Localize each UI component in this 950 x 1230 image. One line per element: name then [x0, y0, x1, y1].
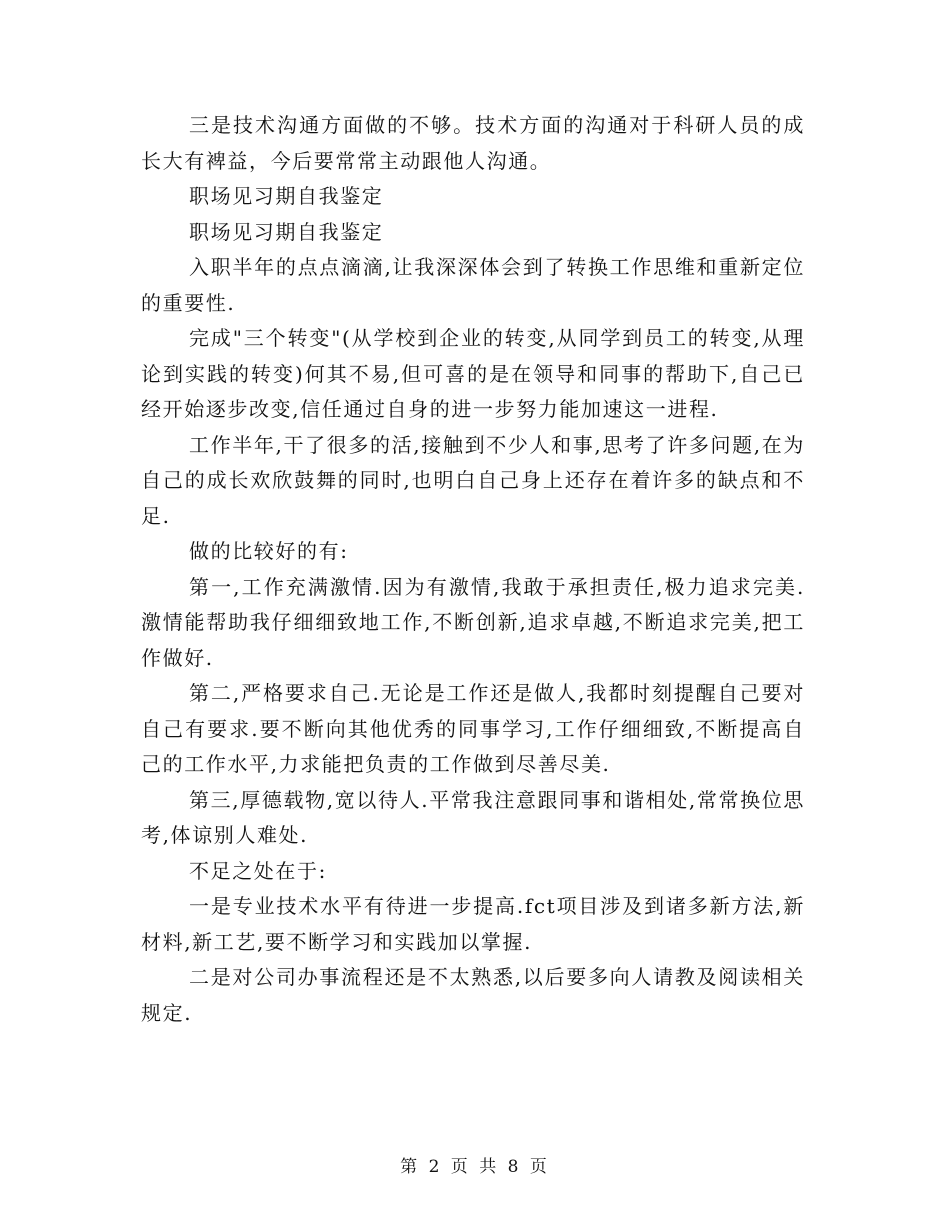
paragraph-strength-2: 第二,严格要求自己.无论是工作还是做人,我都时刻提醒自己要对自己有要求.要不断向其他优秀的同事学习,工作仔细细致,不断提高自己的工作水平,力求能把负责的工作做到尽善尽美.	[141, 681, 805, 776]
paragraph-tech-communication: 三是技术沟通方面做的不够。技术方面的沟通对于科研人员的成长大有裨益，今后要常常主动跟他人沟通。	[141, 113, 805, 173]
page-number-footer: 第 2 页 共 8 页	[400, 1157, 550, 1177]
paragraph-intro: 入职半年的点点滴滴,让我深深体会到了转换工作思维和重新定位的重要性.	[141, 255, 805, 315]
paragraph-heading-2: 职场见习期自我鉴定	[189, 219, 384, 244]
paragraph-strengths-heading: 做的比较好的有:	[189, 539, 349, 563]
paragraph-strength-3: 第三,厚德载物,宽以待人.平常我注意跟同事和谐相处,常常换位思考,体谅别人难处.	[141, 787, 805, 847]
paragraph-three-changes: 完成"三个转变"(从学校到企业的转变,从同学到员工的转变,从理论到实践的转变)何其不易,但可喜的是在领导和同事的帮助下,自己已经开始逐步改变,信任通过自身的进一步努力能加速这一进程.	[141, 326, 805, 421]
paragraph-weakness-2: 二是对公司办事流程还是不太熟悉,以后要多向人请教及阅读相关规定.	[141, 965, 805, 1025]
paragraph-weaknesses-heading: 不足之处在于:	[189, 858, 327, 883]
paragraph-weakness-1: 一是专业技术水平有待进一步提高.fct项目涉及到诸多新方法,新材料,新工艺,要不断学习和实践加以掌握.	[141, 894, 805, 954]
paragraph-half-year: 工作半年,干了很多的活,接触到不少人和事,思考了许多问题,在为自己的成长欢欣鼓舞的同时,也明白自己身上还存在着许多的缺点和不足.	[141, 432, 805, 528]
paragraph-strength-1: 第一,工作充满激情.因为有激情,我敢于承担责任,极力追求完美.激情能帮助我仔细细致地工作,不断创新,追求卓越,不断追求完美,把工作做好.	[141, 574, 805, 670]
document-body	[141, 108, 805, 1031]
paragraph-heading-1: 职场见习期自我鉴定	[189, 184, 384, 208]
